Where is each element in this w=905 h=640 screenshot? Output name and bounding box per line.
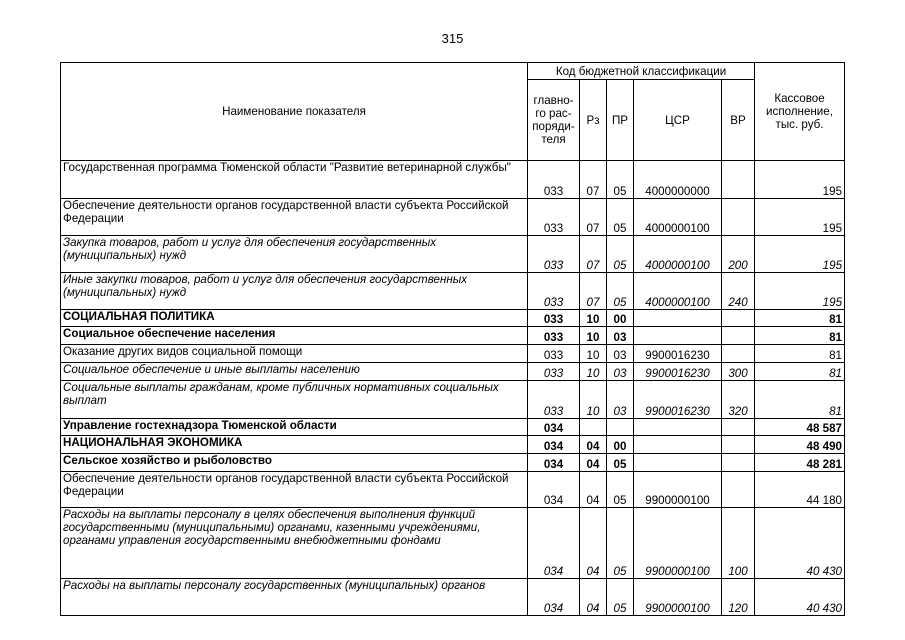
cell-subsection: 05 (607, 508, 634, 579)
cell-target-article: 9900016230 (634, 363, 722, 381)
cell-indicator-name: Обеспечение деятельности органов государственной власти субъекта Российской Федерации (61, 472, 528, 508)
table-row (61, 454, 845, 472)
cell-expense-type (722, 472, 755, 508)
table-row (61, 381, 845, 419)
cell-section: 10 (580, 381, 607, 419)
cell-cash-execution: 195 (755, 273, 845, 310)
cell-expense-type (722, 345, 755, 363)
cell-expense-type: 100 (722, 508, 755, 579)
cell-target-article: 4000000100 (634, 273, 722, 310)
cell-section: 10 (580, 345, 607, 363)
cell-target-article (634, 310, 722, 327)
cell-subsection: 03 (607, 381, 634, 419)
cell-indicator-name: Государственная программа Тюменской области "Развитие ветеринарной службы" (61, 161, 528, 199)
budget-execution-table (60, 62, 845, 616)
cell-target-article: 4000000100 (634, 199, 722, 236)
table-row (61, 236, 845, 273)
header-code-group: Код бюджетной классификации (528, 63, 755, 80)
cell-cash-execution: 44 180 (755, 472, 845, 508)
table-row (61, 363, 845, 381)
cell-section: 04 (580, 436, 607, 454)
cell-cash-execution: 81 (755, 310, 845, 327)
cell-main-manager: 034 (528, 454, 580, 472)
cell-target-article: 9900000100 (634, 472, 722, 508)
header-main-manager-line: го рас- (535, 107, 572, 120)
cell-indicator-name: Социальное обеспечение населения (61, 327, 528, 345)
cell-target-article: 4000000100 (634, 236, 722, 273)
header-target-article: ЦСР (634, 80, 722, 161)
cell-subsection: 03 (607, 327, 634, 345)
cell-section: 04 (580, 508, 607, 579)
cell-main-manager: 033 (528, 236, 580, 273)
cell-cash-execution: 40 430 (755, 579, 845, 616)
cell-target-article: 9900000100 (634, 579, 722, 616)
cell-indicator-name: Обеспечение деятельности органов государственной власти субъекта Российской Федерации (61, 199, 528, 236)
header-main-manager-line: теля (541, 133, 566, 146)
table-row (61, 273, 845, 310)
cell-expense-type: 320 (722, 381, 755, 419)
cell-cash-execution: 195 (755, 199, 845, 236)
cell-indicator-name: СОЦИАЛЬНАЯ ПОЛИТИКА (61, 310, 528, 327)
cell-target-article (634, 419, 722, 436)
cell-subsection: 05 (607, 472, 634, 508)
cell-subsection: 03 (607, 363, 634, 381)
cell-main-manager: 033 (528, 310, 580, 327)
cell-expense-type (722, 327, 755, 345)
cell-cash-execution: 81 (755, 381, 845, 419)
cell-cash-execution: 195 (755, 161, 845, 199)
table-row (61, 579, 845, 616)
header-main-manager-line: поряди- (532, 120, 575, 133)
cell-expense-type (722, 310, 755, 327)
cell-section: 10 (580, 363, 607, 381)
cell-target-article (634, 436, 722, 454)
cell-expense-type (722, 161, 755, 199)
cell-main-manager: 034 (528, 579, 580, 616)
table-row (61, 419, 845, 436)
cell-main-manager: 033 (528, 327, 580, 345)
cell-section: 04 (580, 454, 607, 472)
header-section: Рз (580, 80, 607, 161)
cell-expense-type (722, 199, 755, 236)
cell-subsection: 05 (607, 454, 634, 472)
cell-section: 07 (580, 199, 607, 236)
cell-indicator-name: Сельское хозяйство и рыболовство (61, 454, 528, 472)
cell-expense-type: 200 (722, 236, 755, 273)
cell-cash-execution: 48 281 (755, 454, 845, 472)
table-row (61, 436, 845, 454)
header-cash-execution-line: исполнение, (766, 105, 833, 118)
cell-subsection: 00 (607, 310, 634, 327)
cell-expense-type (722, 454, 755, 472)
cell-indicator-name: НАЦИОНАЛЬНАЯ ЭКОНОМИКА (61, 436, 528, 454)
cell-indicator-name: Социальные выплаты гражданам, кроме публичных нормативных социальных выплат (61, 381, 528, 419)
cell-expense-type (722, 436, 755, 454)
cell-section: 07 (580, 161, 607, 199)
cell-indicator-name: Управление гостехнадзора Тюменской области (61, 419, 528, 436)
cell-main-manager: 033 (528, 199, 580, 236)
page-number: 315 (441, 31, 464, 46)
cell-section: 07 (580, 273, 607, 310)
cell-indicator-name: Расходы на выплаты персоналу государственных (муниципальных) органов (61, 579, 528, 616)
cell-section (580, 419, 607, 436)
cell-section: 10 (580, 310, 607, 327)
cell-target-article (634, 327, 722, 345)
cell-main-manager: 033 (528, 345, 580, 363)
cell-expense-type: 120 (722, 579, 755, 616)
cell-section: 04 (580, 579, 607, 616)
cell-cash-execution: 81 (755, 327, 845, 345)
table-row (61, 199, 845, 236)
cell-main-manager: 033 (528, 363, 580, 381)
cell-indicator-name: Иные закупки товаров, работ и услуг для обеспечения государственных (муниципальных) нужд (61, 273, 528, 310)
table-row (61, 472, 845, 508)
cell-subsection: 05 (607, 579, 634, 616)
cell-indicator-name: Социальное обеспечение и иные выплаты населению (61, 363, 528, 381)
cell-subsection: 05 (607, 236, 634, 273)
cell-subsection: 05 (607, 273, 634, 310)
cell-subsection (607, 419, 634, 436)
header-main-manager-line: главно- (533, 94, 574, 107)
cell-section: 07 (580, 236, 607, 273)
header-cash-execution-line: Кассовое (774, 92, 825, 105)
table-row (61, 161, 845, 199)
cell-cash-execution: 81 (755, 345, 845, 363)
header-cash-execution-line: тыс. руб. (775, 118, 824, 131)
cell-main-manager: 034 (528, 508, 580, 579)
table-body (61, 161, 845, 616)
cell-cash-execution: 195 (755, 236, 845, 273)
table-header (61, 63, 845, 161)
cell-main-manager: 034 (528, 472, 580, 508)
cell-section: 04 (580, 472, 607, 508)
cell-main-manager: 033 (528, 161, 580, 199)
cell-cash-execution: 48 490 (755, 436, 845, 454)
cell-main-manager: 033 (528, 273, 580, 310)
cell-expense-type (722, 419, 755, 436)
cell-cash-execution: 81 (755, 363, 845, 381)
cell-section: 10 (580, 327, 607, 345)
table-row (61, 508, 845, 579)
cell-indicator-name: Оказание других видов социальной помощи (61, 345, 528, 363)
header-expense-type: ВР (722, 80, 755, 161)
table-row (61, 310, 845, 327)
cell-target-article: 9900016230 (634, 345, 722, 363)
table-row (61, 345, 845, 363)
cell-main-manager: 033 (528, 381, 580, 419)
cell-main-manager: 034 (528, 419, 580, 436)
cell-cash-execution: 48 587 (755, 419, 845, 436)
cell-target-article: 4000000000 (634, 161, 722, 199)
cell-indicator-name: Расходы на выплаты персоналу в целях обеспечения выполнения функций государственными (муниципальными) органами, казенными учреждениями, органами управления государственными внебюджетными фондами (61, 508, 528, 579)
header-subsection: ПР (607, 80, 634, 161)
table-row (61, 327, 845, 345)
cell-subsection: 00 (607, 436, 634, 454)
header-main-manager (528, 80, 580, 161)
cell-cash-execution: 40 430 (755, 508, 845, 579)
cell-indicator-name: Закупка товаров, работ и услуг для обеспечения государственных (муниципальных) нужд (61, 236, 528, 273)
cell-expense-type: 300 (722, 363, 755, 381)
cell-target-article: 9900016230 (634, 381, 722, 419)
cell-subsection: 03 (607, 345, 634, 363)
cell-main-manager: 034 (528, 436, 580, 454)
cell-subsection: 05 (607, 199, 634, 236)
cell-target-article (634, 454, 722, 472)
header-cash-execution (755, 63, 845, 161)
header-indicator-name: Наименование показателя (61, 63, 528, 161)
cell-expense-type: 240 (722, 273, 755, 310)
cell-subsection: 05 (607, 161, 634, 199)
cell-target-article: 9900000100 (634, 508, 722, 579)
